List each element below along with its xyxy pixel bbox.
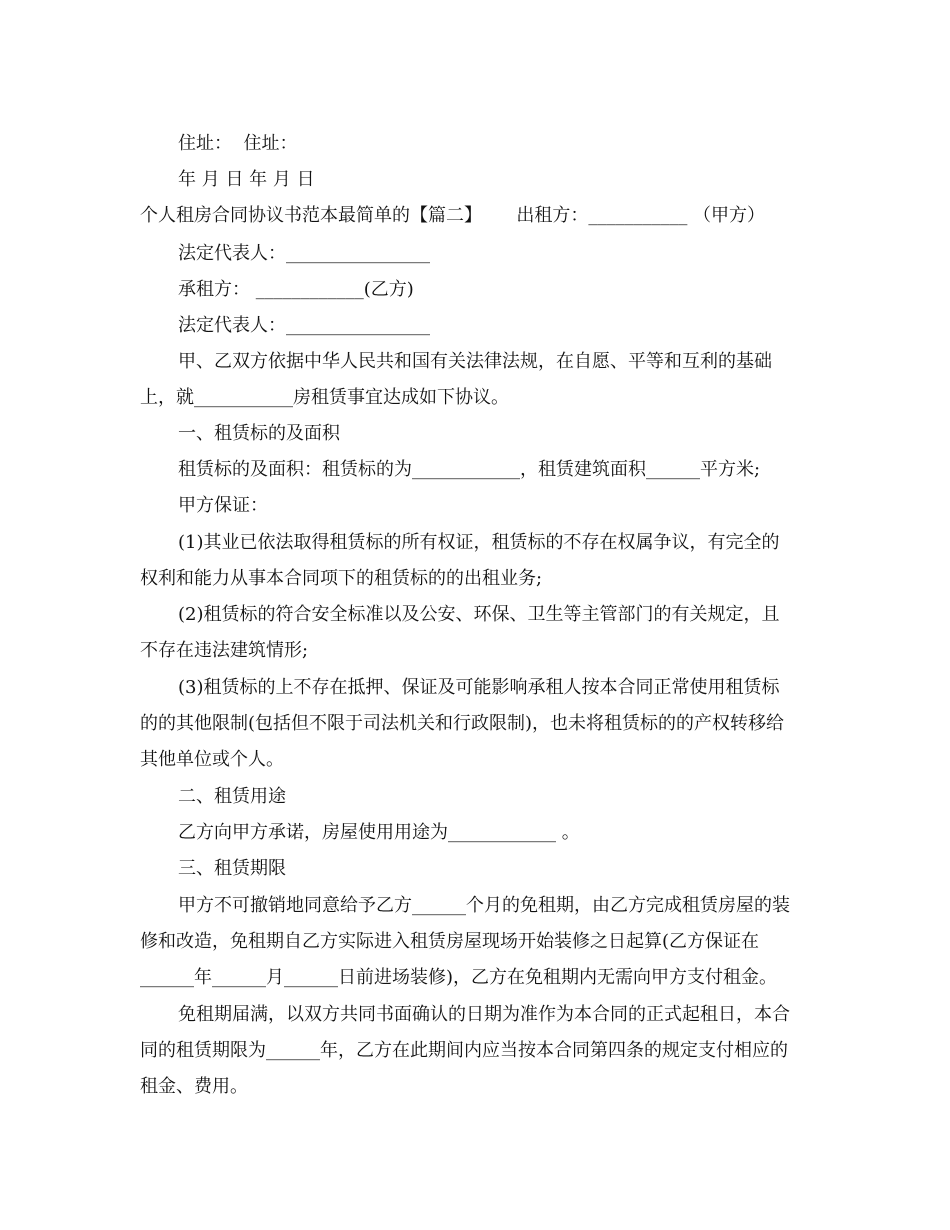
- text-line: 甲、乙双方依据中华人民共和国有关法律法规，在自愿、平等和互利的基础: [178, 351, 772, 372]
- text-line: 租赁标的及面积：租赁标的为____________，租赁建筑面积______平方米;: [178, 459, 761, 480]
- text-line: 租金、费用。: [140, 1076, 248, 1097]
- text-line: 甲方保证：: [178, 495, 268, 516]
- section-heading: 一、租赁标的及面积: [178, 423, 340, 444]
- section-heading: 三、租赁期限: [178, 858, 286, 879]
- text-line: 权利和能力从事本合同项下的租赁标的的出租业务;: [140, 568, 543, 589]
- text-line: 承租方： ____________(乙方): [178, 279, 414, 300]
- text-line: (1)其业已依法取得租赁标的所有权证，租赁标的不存在权属争议，有完全的: [178, 532, 780, 553]
- text-line: 修和改造，免租期自乙方实际进入租赁房屋现场开始装修之日起算(乙方保证在: [140, 931, 760, 952]
- text-line: 的的其他限制(包括但不限于司法机关和行政限制)，也未将租赁标的的产权转移给: [140, 713, 785, 734]
- text-line: 免租期届满，以双方共同书面确认的日期为准作为本合同的正式起租日，本合: [178, 1004, 790, 1025]
- text-line: (3)租赁标的上不存在抵押、保证及可能影响承租人按本合同正常使用租赁标: [178, 677, 780, 698]
- text-line: 甲方不可撤销地同意给予乙方______个月的免租期，由乙方完成租赁房屋的装: [178, 895, 790, 916]
- text-line: 不存在违法建筑情形;: [140, 640, 309, 661]
- text-line: 同的租赁期限为______年，乙方在此期间内应当按本合同第四条的规定支付相应的: [140, 1040, 788, 1061]
- text-line: 住址： 住址：: [178, 133, 298, 154]
- text-line: 个人租房合同协议书范本最简单的【篇二】 出租方：___________ （甲方）: [140, 205, 766, 226]
- text-line: 法定代表人：________________: [178, 315, 430, 336]
- text-line: ______年______月______日前进场装修)，乙方在免租期内无需向甲方支付租金。: [140, 967, 778, 988]
- section-heading: 二、租赁用途: [178, 786, 286, 807]
- text-line: 年 月 日 年 月 日: [178, 169, 315, 190]
- text-line: 乙方向甲方承诺，房屋使用用途为____________ 。: [178, 822, 580, 843]
- text-line: 法定代表人：________________: [178, 243, 430, 264]
- text-line: 其他单位或个人。: [140, 749, 284, 770]
- text-line: 上，就___________房租赁事宜达成如下协议。: [140, 387, 509, 408]
- text-line: (2)租赁标的符合安全标准以及公安、环保、卫生等主管部门的有关规定，且: [178, 604, 780, 625]
